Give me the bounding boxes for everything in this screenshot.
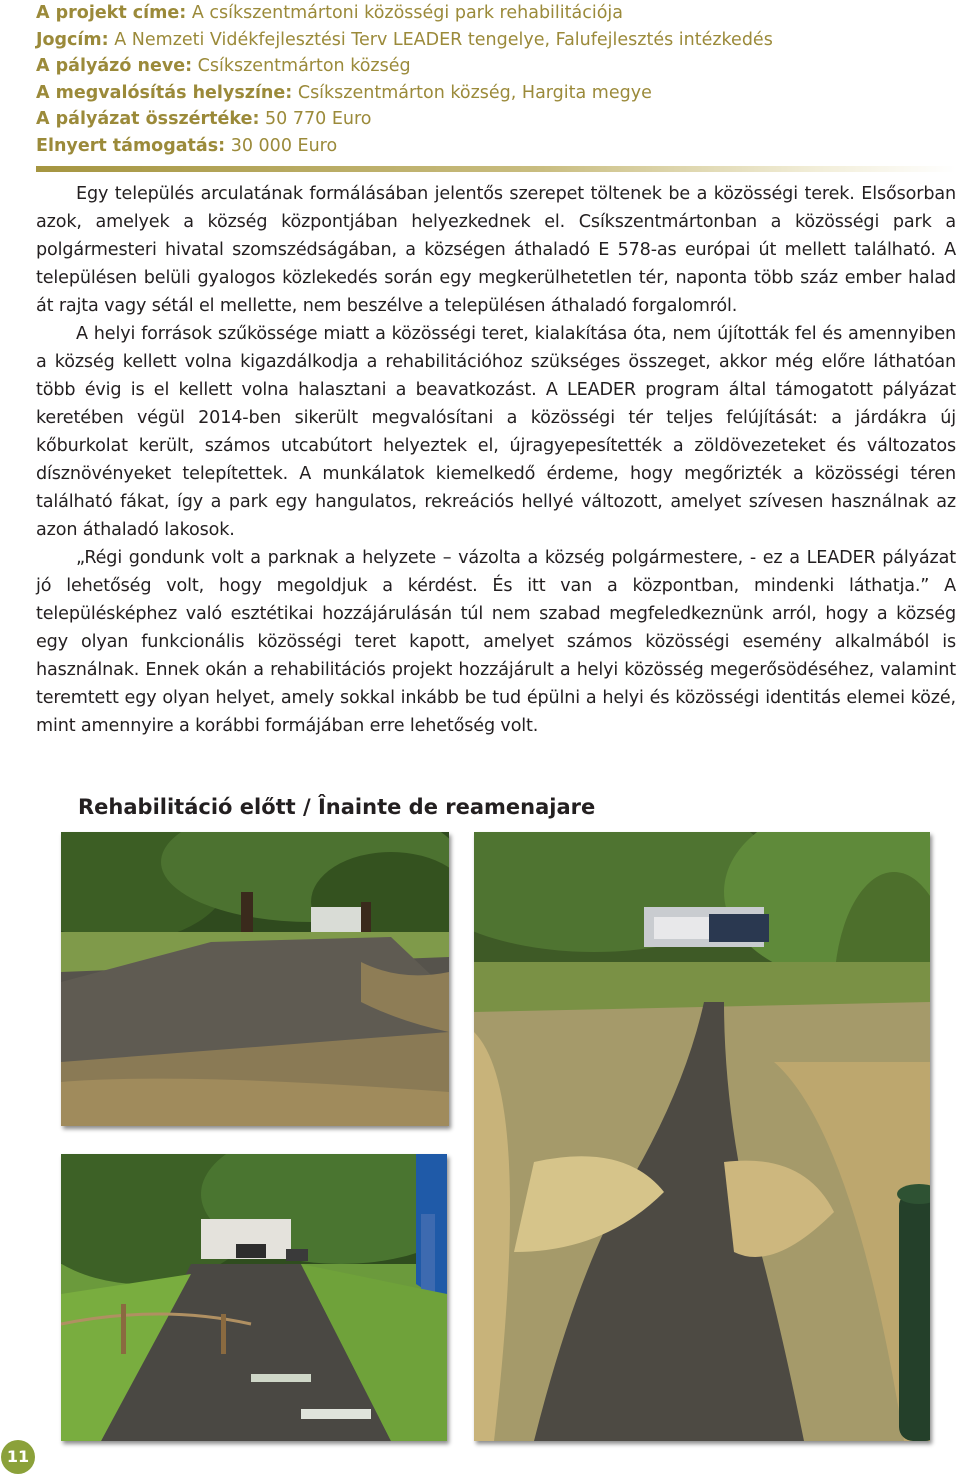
section-divider [36,166,956,172]
meta-legal-basis: Jogcím: A Nemzeti Vidékfejlesztési Terv LEADER tengelye, Falufejlesztés intézkedés [36,29,773,50]
page-number-badge: 11 [1,1440,35,1474]
meta-grant: Elnyert támogatás: 30 000 Euro [36,135,338,156]
project-info [36,0,936,159]
meta-total-value: A pályázat összértéke: 50 770 Euro [36,109,372,129]
article-paragraph: „Régi gondunk volt a parknak a helyzete – vázolta a község polgármestere, - ez a LEADER pályázat jó lehetőség volt, hogy megoldjuk a kérdést. És itt van a központban, mindenki láthatja.” A településképhez való esztétikai hozzájárulásán túl nem szabad megfeledkeznünk arról, hogy a község egy olyan funkcionális közösségi teret kapott, amelyet számos közösségi esemény alkalmából is használnak. Ennek okán a rehabilitációs projekt hozzájárult a helyi közösség megerősödéséhez, valamint teremtett egy olyan helyet, amely sokkal inkább be tud épülni a helyi és közösségi identitás elemei közé, mint amennyire a korábbi formájában erre lehetőség volt. [36,548,956,736]
park-photo-before-2 [474,832,930,1441]
park-photo-before-1 [61,832,449,1126]
meta-applicant: A pályázó neve: Csíkszentmárton község [36,56,411,76]
park-photo-before-3 [61,1154,447,1441]
article-body [36,180,956,740]
article-paragraph: Egy település arculatának formálásában jelentős szerepet töltenek be a közösségi terek. Elsősorban azok, amelyek a község központjában helyezkednek el. Csíkszentmártonban a közösségi park a polgármesteri hivatal szomszédságában, a községen áthaladó E 578-as európai út mellett található. A településen belüli gyalogos közlekedés során egy megkerülhetetlen tér, naponta több száz ember halad át rajta vagy sétál el mellette, nem beszélve a településen áthaladó forgalomról. [36,184,956,316]
article-paragraph: A helyi források szűkössége miatt a közösségi teret, kialakítása óta, nem újították fel és amennyiben a község kellett volna kigazdálkodja a rehabilitációhoz szükséges összeget, akkor még előre láthatóan több évig is el kellett volna halasztani a beavatkozást. A LEADER program által támogatott pályázat keretében végül 2014-ben sikerült megvalósítani a közösségi tér teljes felújítását: a járdákra új kőburkolat került, számos utcabútort helyeztek el, újragyepesítették a zöldövezeteket és változatos dísznövényeket telepítettek. A munkálatok kiemelkedő érdeme, hogy megőrizték a közösségi téren található fákat, így a park egy hangulatos, rekreációs hellyé változott, amelyet szívesen használnak az azon áthaladó lakosok. [36,324,956,540]
photo-caption: Rehabilitáció előtt / Înainte de reamenajare [78,795,596,819]
meta-location: A megvalósítás helyszíne: Csíkszentmárton község, Hargita megye [36,82,652,103]
meta-project-title: A projekt címe: A csíkszentmártoni közösségi park rehabilitációja [36,3,624,23]
